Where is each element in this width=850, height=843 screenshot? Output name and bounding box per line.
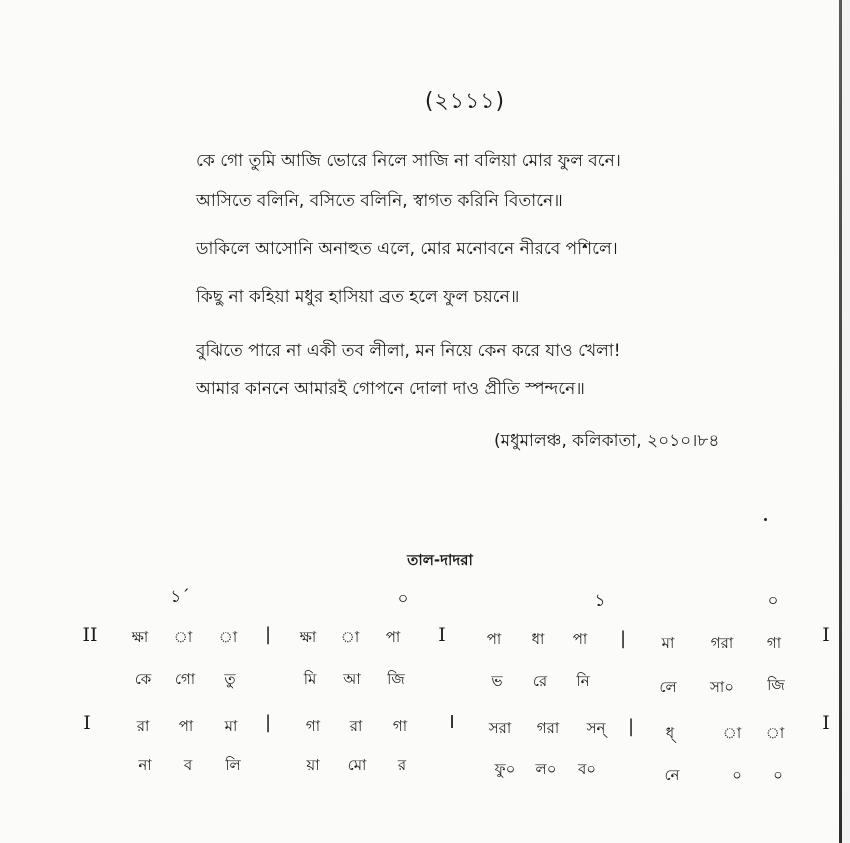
swara: া: [173, 628, 193, 646]
verse-line: আসিতে বলিনি, বসিতে বলিনি, স্বাগত করিনি বিতানে॥: [196, 191, 563, 211]
barline-vibhag: I: [822, 712, 830, 734]
barline: |: [264, 624, 272, 645]
verse-line: বুঝিতে পারে না একী তব লীলা, মন নিয়ে কেন করে যাও খেলা!: [196, 341, 621, 361]
beat-mark: ০: [397, 589, 409, 609]
lyric-syllable: জি: [387, 670, 405, 688]
swara: গা: [392, 717, 408, 735]
lyric-syllable: ০: [732, 766, 742, 784]
barline: I: [449, 712, 455, 733]
ink-dot: [764, 518, 767, 521]
beat-mark: ১´: [170, 587, 190, 607]
lyric-syllable: মি: [303, 670, 317, 688]
lyric-syllable: গো: [174, 670, 196, 688]
swara: রা: [349, 717, 363, 735]
lyric-syllable: রে: [532, 672, 548, 690]
barline-vibhag: I: [83, 712, 91, 734]
verse-line: কে গো তুমি আজি ভোরে নিলে সাজি না বলিয়া মোর ফুল বনে।: [196, 151, 621, 171]
barline-vibhag: I: [822, 624, 830, 646]
page-edge: [839, 0, 842, 843]
barline-double: II: [82, 624, 98, 646]
swara: পা: [486, 630, 502, 648]
swara: রা: [136, 717, 150, 735]
barline-vibhag: I: [438, 624, 446, 646]
lyric-syllable: ব: [183, 756, 193, 774]
tala-title: তাল-দাদরা: [407, 551, 473, 569]
page-edge-shadow: [842, 0, 850, 843]
barline: |: [627, 716, 635, 737]
lyric-syllable: ফু০: [494, 760, 516, 778]
swara: গা: [766, 634, 782, 652]
lyric-syllable: আ: [343, 670, 361, 688]
lyric-syllable: ব০: [577, 760, 597, 778]
lyric-syllable: ভ: [491, 672, 503, 690]
song-number: (২১১১): [424, 89, 506, 114]
beat-mark: ১: [594, 591, 606, 611]
lyric-syllable: নে: [664, 766, 680, 784]
lyric-syllable: না: [138, 756, 152, 774]
lyric-syllable: ল০: [535, 760, 557, 778]
lyric-syllable: লি: [225, 756, 241, 774]
swara: ধা: [531, 630, 545, 648]
swara: সরা: [488, 719, 512, 737]
lyric-syllable: র: [397, 756, 407, 774]
credit-line: (মধুমালঞ্চ, কলিকাতা, ২০১০।৮৪: [494, 431, 720, 451]
lyric-syllable: সা০: [709, 678, 735, 696]
verse-line: কিছু না কহিয়া মধুর হাসিয়া ব্রত হলে ফুল চয়নে॥: [196, 287, 520, 307]
swara: ধ্: [665, 724, 675, 742]
swara: পা: [385, 628, 401, 646]
swara: মা: [661, 634, 675, 652]
swara: পা: [178, 717, 194, 735]
barline: |: [264, 712, 272, 733]
lyric-syllable: নি: [576, 672, 590, 690]
lyric-syllable: কে: [134, 670, 152, 688]
lyric-syllable: তু: [224, 670, 236, 688]
swara: সন্: [586, 719, 606, 737]
swara: া: [765, 724, 785, 742]
swara: পা: [572, 630, 588, 648]
verse-line: আমার কাননে আমারই গোপনে দোলা দাও প্রীতি স্পন্দনে॥: [196, 379, 585, 399]
lyric-syllable: য়া: [306, 756, 320, 774]
swara: গরা: [710, 634, 734, 652]
swara: া: [722, 724, 742, 742]
lyric-syllable: মো: [347, 756, 367, 774]
lyric-syllable: জি: [767, 676, 785, 694]
lyric-syllable: ০: [773, 766, 783, 784]
barline: |: [619, 628, 627, 649]
lyric-syllable: লে: [659, 678, 677, 696]
swara: ক্ষা: [131, 628, 149, 646]
swara: ক্ষা: [299, 628, 317, 646]
beat-mark: ০: [767, 591, 779, 611]
swara: া: [218, 628, 238, 646]
swara: মা: [224, 717, 238, 735]
swara: গা: [305, 717, 321, 735]
swara: া: [340, 628, 360, 646]
swara: গরা: [536, 719, 560, 737]
verse-line: ডাকিলে আসোনি অনাহুত এলে, মোর মনোবনে নীরবে পশিলে।: [196, 239, 618, 259]
